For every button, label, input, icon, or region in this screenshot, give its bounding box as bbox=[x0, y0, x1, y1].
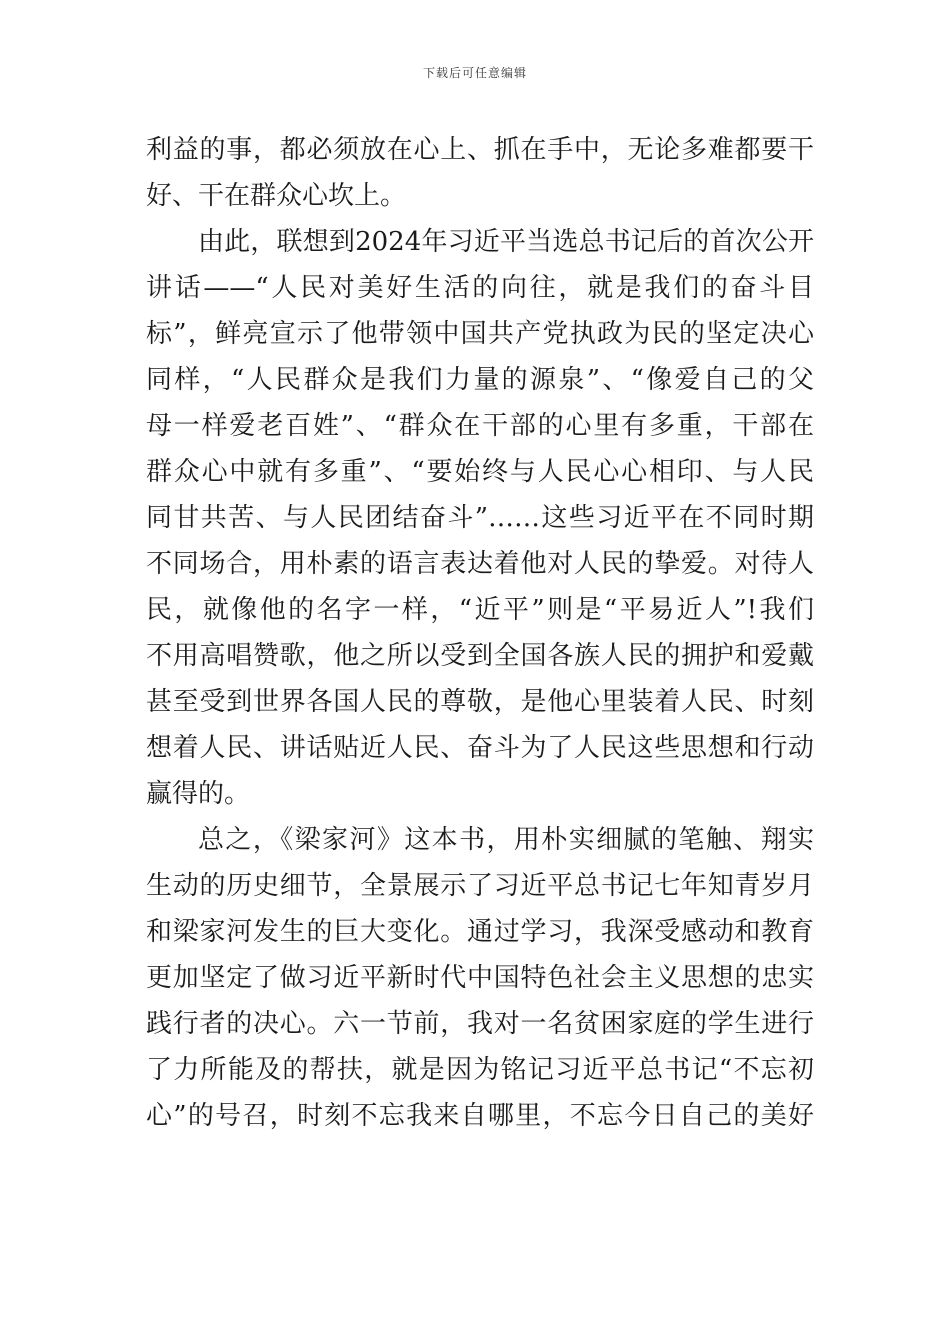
text-line: 同甘共苦、与人民团结奋斗”……这些习近平在不同时期 bbox=[146, 503, 814, 533]
page-header: 下载后可任意编辑 bbox=[422, 66, 527, 80]
text-line: 利益的事，都必须放在心上、抓在手中，无论多难都要干 bbox=[146, 135, 814, 165]
text-line: 想着人民、讲话贴近人民、奋斗为了人民这些思想和行动 bbox=[146, 733, 814, 763]
text-line: 群众心中就有多重”、“要始终与人民心心相印、与人民 bbox=[146, 457, 814, 487]
text-line: 践行者的决心。六一节前，我对一名贫困家庭的学生进行 bbox=[146, 1009, 814, 1039]
text-line: 不同场合，用朴素的语言表达着他对人民的挚爱。对待人 bbox=[146, 549, 814, 579]
text-line: 了力所能及的帮扶，就是因为铭记习近平总书记“不忘初 bbox=[146, 1055, 814, 1085]
text-line: 和梁家河发生的巨大变化。通过学习，我深受感动和教育 bbox=[146, 917, 814, 947]
text-line: 总之，《梁家河》这本书，用朴实细腻的笔触、翔实 bbox=[198, 825, 814, 855]
text-line: 讲话——“人民对美好生活的向往，就是我们的奋斗目 bbox=[146, 273, 814, 303]
paragraph bbox=[146, 817, 814, 1139]
text-line: 心”的号召，时刻不忘我来自哪里，不忘今日自己的美好 bbox=[146, 1101, 814, 1131]
text-line: 不用高唱赞歌，他之所以受到全国各族人民的拥护和爱戴 bbox=[146, 641, 814, 671]
text-line: 母一样爱老百姓”、“群众在干部的心里有多重，干部在 bbox=[146, 411, 814, 441]
text-line: 民，就像他的名字一样，“近平”则是“平易近人”!我们 bbox=[146, 595, 814, 625]
text-line: 甚至受到世界各国人民的尊敬，是他心里装着人民、时刻 bbox=[146, 687, 814, 717]
text-line: 同样，“人民群众是我们力量的源泉”、“像爱自己的父 bbox=[146, 365, 814, 395]
paragraph bbox=[146, 219, 814, 817]
text-line: 赢得的。 bbox=[146, 779, 251, 809]
paragraph bbox=[146, 127, 814, 219]
text-line: 好、干在群众心坎上。 bbox=[146, 181, 407, 211]
text-line: 更加坚定了做习近平新时代中国特色社会主义思想的忠实 bbox=[146, 963, 814, 993]
text-line: 标”，鲜亮宣示了他带领中国共产党执政为民的坚定决心 bbox=[146, 319, 814, 349]
document-body bbox=[146, 127, 814, 1139]
text-line: 由此，联想到2024年习近平当选总书记后的首次公开 bbox=[198, 227, 814, 257]
text-line: 生动的历史细节，全景展示了习近平总书记七年知青岁月 bbox=[146, 871, 814, 901]
